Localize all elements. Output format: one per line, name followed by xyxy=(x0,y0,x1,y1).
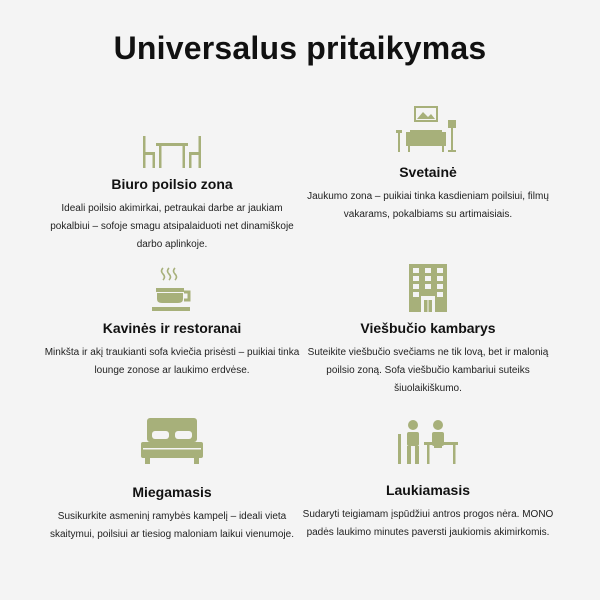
card-living-room xyxy=(298,104,558,224)
waiting-room-icon xyxy=(298,414,558,464)
card-cafes xyxy=(42,262,302,380)
card-text: Minkšta ir akį traukianti sofa kviečia prisėsti – puikiai tinka lounge zonose ar laukimo erdvėse. xyxy=(44,347,300,376)
card-text: Sudaryti teigiamam įspūdžiui antros progos nėra. MONO padės laukimo minutes paversti jaukiomis akimirkomis. xyxy=(302,509,554,538)
card-title: Kavinės ir restoranai xyxy=(102,320,242,336)
card-bedroom xyxy=(42,414,302,544)
coffee-cup-icon xyxy=(42,262,302,312)
hotel-building-icon xyxy=(298,262,558,312)
card-title: Svetainė xyxy=(399,164,457,180)
card-office-lounge xyxy=(42,118,302,254)
card-text: Suteikite viešbučio svečiams ne tik lovą, bet ir malonią poilsio zoną. Sofa viešbučio kambariui suteiks šiuolaikiškumo. xyxy=(307,347,549,394)
card-title: Miegamasis xyxy=(132,484,212,500)
card-title: Viešbučio kambarys xyxy=(360,320,496,336)
card-text: Susikurkite asmeninį ramybės kampelį – ideali vieta skaitymui, poilsiui ar tiesiog maloniam laikui vienumoje. xyxy=(50,511,294,540)
card-text: Ideali poilsio akimirkai, petraukai darbe ar jaukiam pokalbiui – sofoje smagu atsipalaiduoti net dinamiškoje darbo aplinkoje. xyxy=(50,203,294,250)
card-title: Laukiamasis xyxy=(385,482,471,498)
page-title: Universalus pritaikymas xyxy=(113,30,487,66)
card-hotel-room xyxy=(298,262,558,398)
card-title: Biuro poilsio zona xyxy=(111,176,233,192)
card-text: Jaukumo zona – puikiai tinka kasdieniam poilsiui, filmų vakarams, pokalbiams su artimaisiais. xyxy=(307,191,549,220)
living-room-icon xyxy=(298,104,558,154)
table-chairs-icon xyxy=(42,118,302,168)
bed-icon xyxy=(42,414,302,464)
card-waiting-room xyxy=(298,414,558,542)
